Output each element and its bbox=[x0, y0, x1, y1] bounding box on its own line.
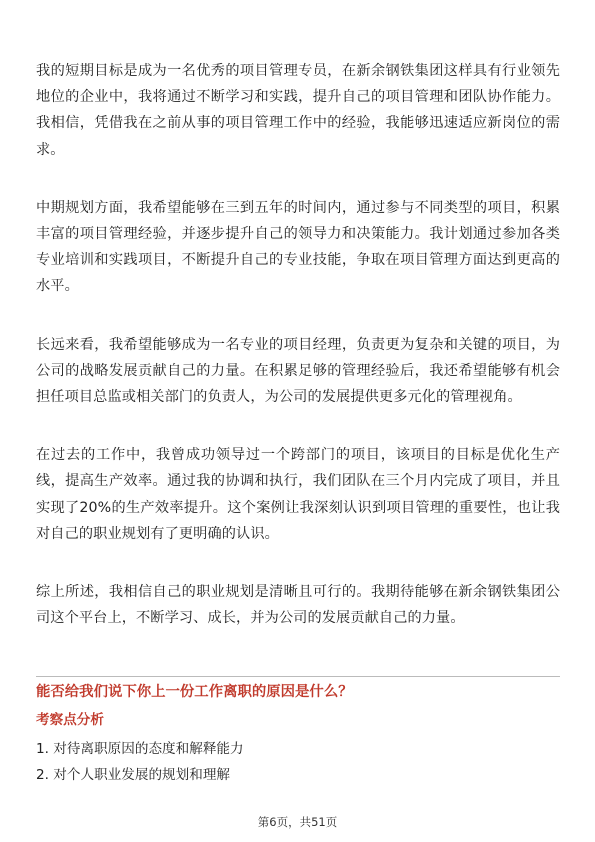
paragraph-mid-term: 中期规划方面，我希望能够在三到五年的时间内，通过参与不同类型的项目，积累丰富的项目管理经验，并逐步提升自己的领导力和决策能力。我计划通过参加各类专业培训和实践项目，不断提升自己的专业技能，争取在项目管理方面达到更高的水平。 bbox=[36, 199, 560, 295]
paragraph-long-term: 长远来看，我希望能够成为一名专业的项目经理，负责更为复杂和关键的项目，为公司的战略发展贡献自己的力量。在积累足够的管理经验后，我还希望能够有机会担任项目总监或相关部门的负责人，为公司的发展提供更多元化的管理视角。 bbox=[36, 336, 560, 406]
section-divider bbox=[36, 676, 560, 677]
analysis-point-2: 2. 对个人职业发展的规划和理解 bbox=[36, 767, 231, 783]
paragraph-case-example: 在过去的工作中，我曾成功领导过一个跨部门的项目，该项目的目标是优化生产线，提高生产效率。通过我的协调和执行，我们团队在三个月内完成了项目，并且实现了20%的生产效率提升。这个案例让我深刻认识到项目管理的重要性，也让我对自己的职业规划有了更明确的认识。 bbox=[36, 447, 560, 542]
analysis-points bbox=[36, 736, 244, 788]
answer-body bbox=[36, 58, 560, 631]
analysis-point-1: 1. 对待离职原因的态度和解释能力 bbox=[36, 741, 244, 757]
paragraph-short-term: 我的短期目标是成为一名优秀的项目管理专员，在新余钢铁集团这样具有行业领先地位的企业中，我将通过不断学习和实践，提升自己的项目管理和团队协作能力。我相信，凭借我在之前从事的项目管理工作中的经验，我能够迅速适应新岗位的需求。 bbox=[36, 63, 560, 158]
paragraph-summary: 综上所述，我相信自己的职业规划是清晰且可行的。我期待能够在新余钢铁集团公司这个平台上，不断学习、成长，并为公司的发展贡献自己的力量。 bbox=[36, 584, 560, 627]
question-heading: 能否给我们说下你上一份工作离职的原因是什么？ bbox=[36, 684, 353, 700]
page-number: 第6页，共51页 bbox=[257, 815, 338, 829]
analysis-heading: 考察点分析 bbox=[36, 712, 104, 728]
